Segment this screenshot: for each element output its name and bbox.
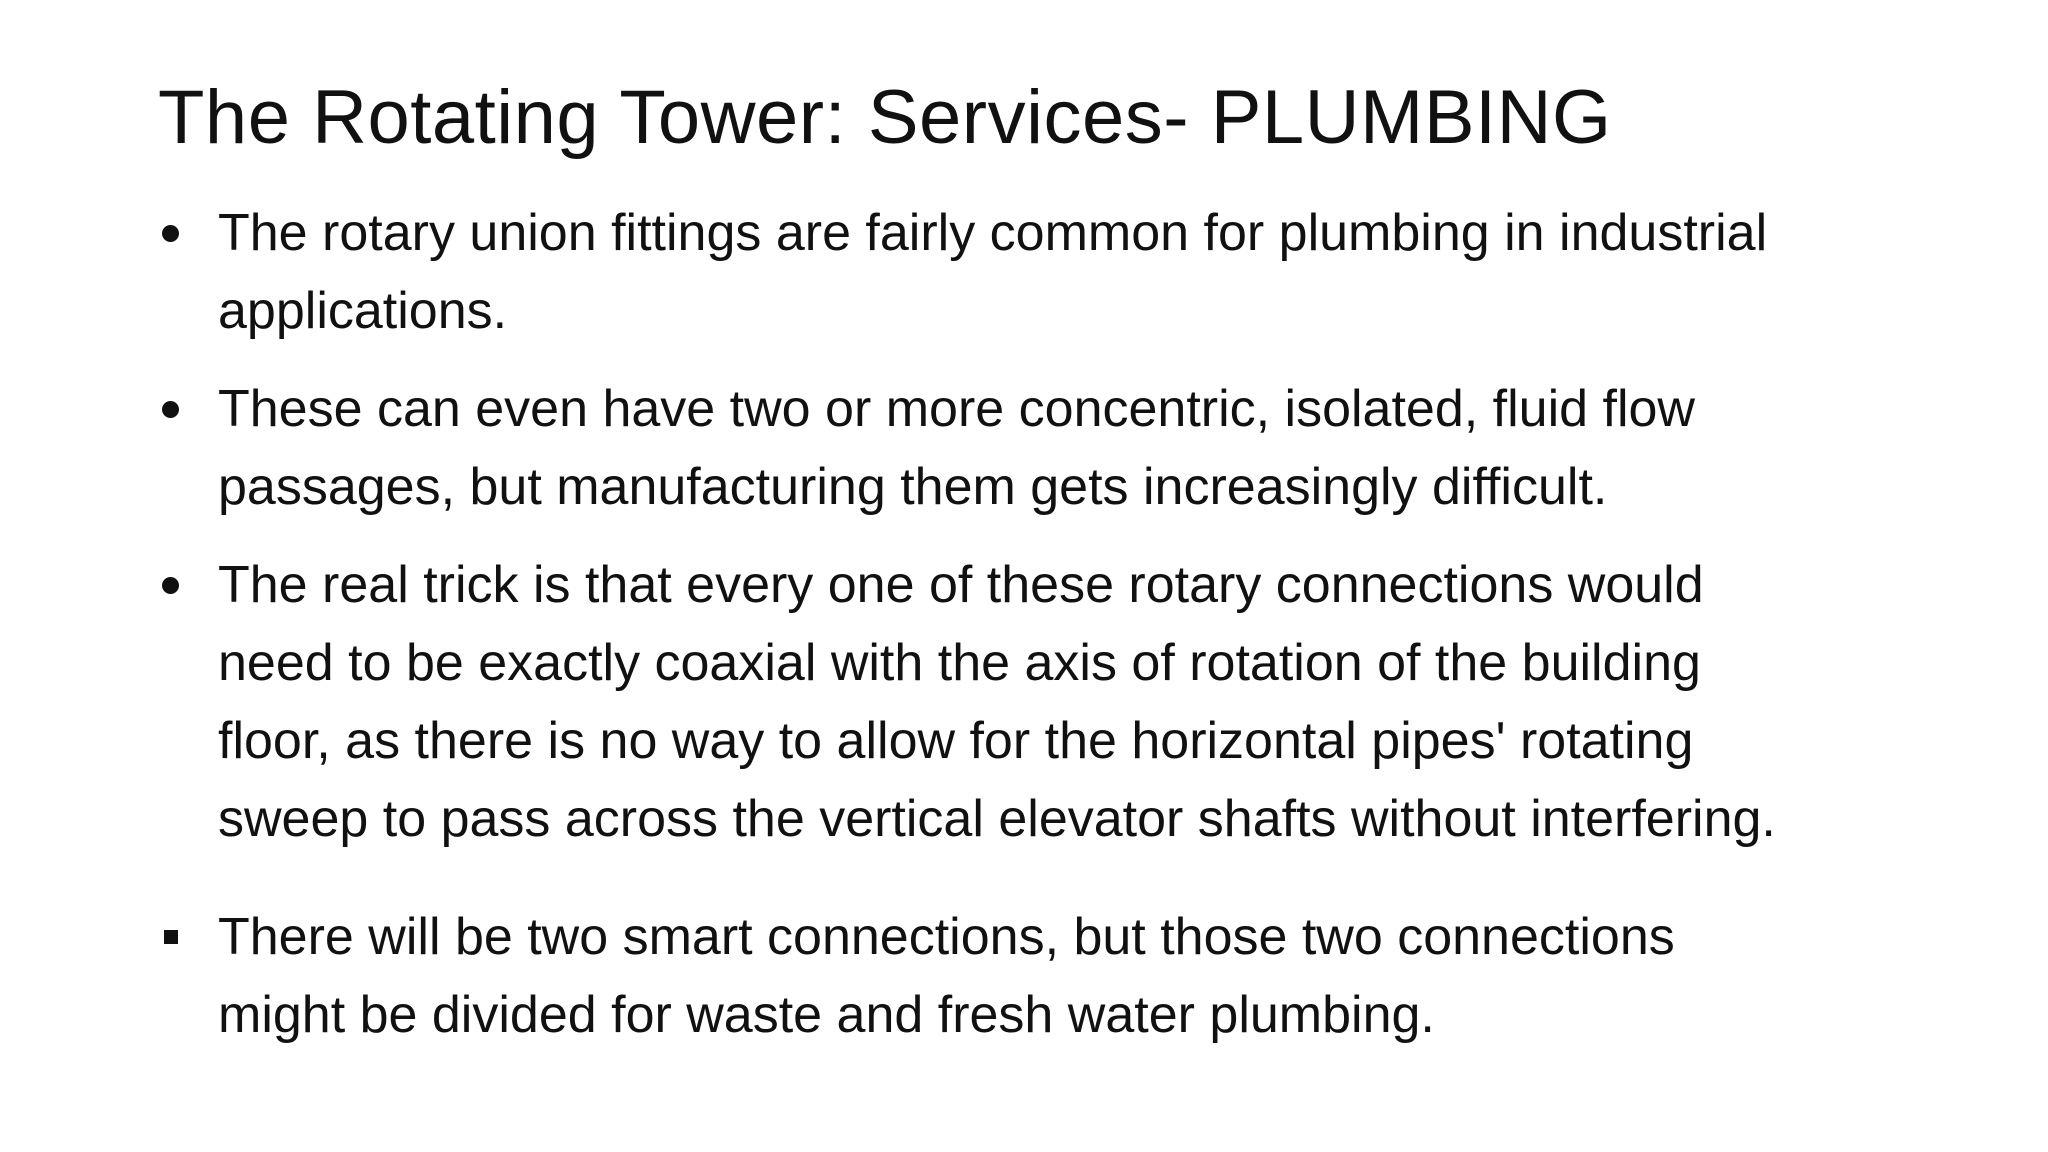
bullet-item — [158, 546, 1938, 858]
bullet-text: The rotary union fittings are fairly common for plumbing in industrial applications. — [218, 204, 1768, 340]
bullet-text: The real trick is that every one of these rotary connections would need to be exactly coaxial with the axis of rotation of the building floor, as there is no way to allow for the horizontal pipes' rotating sweep to pass across the vertical elevator shafts without interfering. — [218, 556, 1776, 848]
slide-title: The Rotating Tower: Services- PLUMBING — [158, 75, 1612, 160]
bullet-list — [158, 194, 1938, 1074]
round-bullet-icon — [162, 370, 202, 448]
bullet-text: There will be two smart connections, but those two connections might be divided for waste and fresh water plumbing. — [218, 908, 1675, 1044]
bullet-text: These can even have two or more concentric, isolated, fluid flow passages, but manufacturing them gets increasingly difficult. — [218, 380, 1695, 516]
bullet-item — [158, 370, 1938, 526]
bullet-item — [158, 194, 1938, 350]
round-bullet-icon — [162, 546, 202, 624]
square-bullet-icon — [162, 898, 202, 976]
round-bullet-icon — [162, 194, 202, 272]
sub-bullet-item — [158, 898, 1938, 1054]
